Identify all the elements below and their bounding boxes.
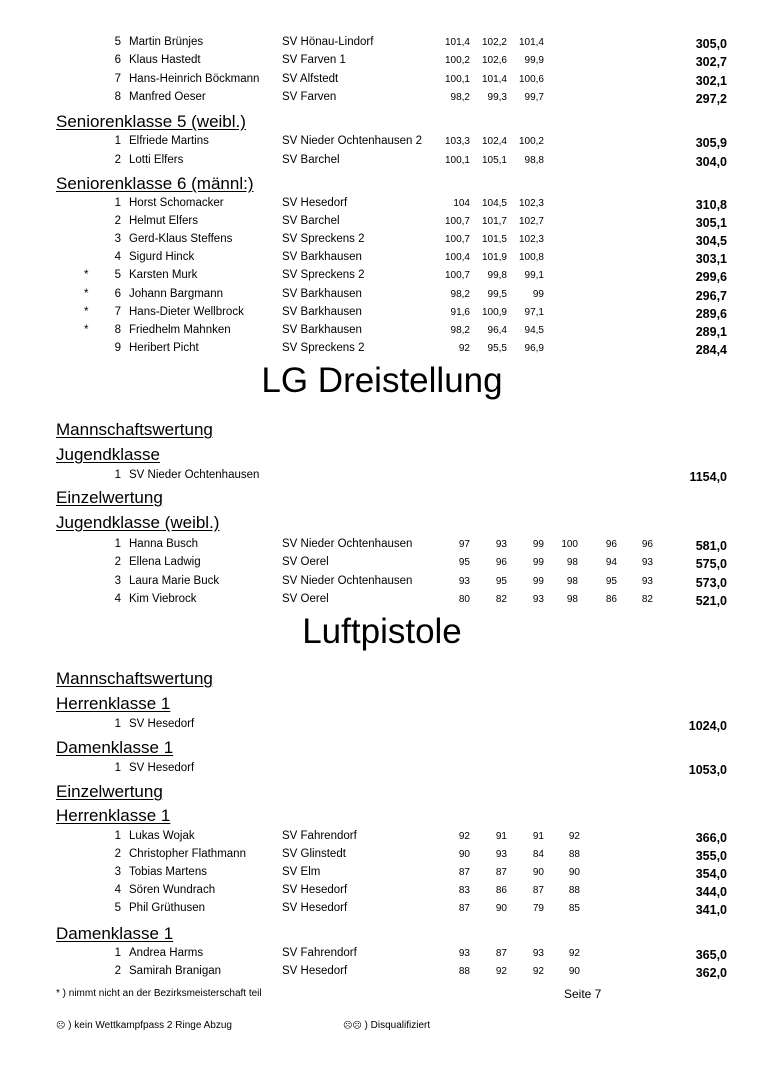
- club-name: SV Hesedorf: [282, 902, 348, 915]
- series-score: 92: [532, 966, 544, 978]
- series-score: 102,3: [518, 234, 544, 246]
- series-score: 100,1: [444, 154, 470, 166]
- total: 355,0: [695, 849, 727, 864]
- discipline-title-lg-dreistellung: LG Dreistellung: [261, 361, 503, 400]
- series-score: 101,4: [481, 73, 507, 85]
- series-score: 94: [605, 557, 617, 569]
- series-score: 79: [532, 903, 544, 915]
- non-participant-marker: *: [84, 269, 89, 282]
- footnote: * ) nimmt nicht an der Bezirksmeisterschaft teil: [56, 988, 262, 999]
- club-name: SV Elm: [282, 866, 321, 879]
- total: 344,0: [695, 885, 727, 900]
- series-score: 101,4: [518, 37, 544, 48]
- rank: 8: [114, 90, 121, 103]
- series-score: 99: [532, 539, 544, 550]
- series-score: 101,7: [481, 216, 507, 228]
- result-row: [0, 215, 764, 233]
- series-score: 99,1: [524, 270, 544, 282]
- series-score: 97: [458, 539, 470, 550]
- shooter-name: Christopher Flathmann: [129, 848, 246, 861]
- shooter-name: Hans-Dieter Wellbrock: [129, 305, 244, 318]
- total: 305,1: [695, 216, 727, 231]
- shooter-name: Phil Grüthusen: [129, 902, 206, 915]
- frown-icon: ☹: [56, 1021, 66, 1031]
- series-score: 92: [495, 966, 507, 978]
- shooter-name: Karsten Murk: [129, 269, 198, 282]
- series-score: 90: [458, 849, 470, 861]
- club-name: SV Nieder Ochtenhausen: [282, 574, 413, 587]
- rank: 5: [114, 902, 121, 915]
- result-row: [0, 884, 764, 902]
- result-row: [0, 593, 764, 611]
- shooter-name: Martin Brünjes: [129, 36, 204, 48]
- shooter-name: Lotti Elfers: [129, 153, 184, 166]
- series-score: 96,4: [487, 324, 507, 336]
- series-score: 101,9: [481, 252, 507, 264]
- rank: 2: [114, 556, 121, 569]
- shooter-name: Horst Schomacker: [129, 197, 224, 209]
- series-score: 101,5: [481, 234, 507, 246]
- rank: 3: [114, 233, 121, 246]
- legend-disqualified: [343, 1020, 430, 1031]
- result-row: [0, 288, 764, 306]
- series-score: 87: [532, 885, 544, 897]
- series-score: 93: [641, 575, 653, 587]
- club-name: SV Oerel: [282, 556, 329, 569]
- series-score: 93: [458, 575, 470, 587]
- heading-damenklasse-1: Damenklasse 1: [56, 924, 174, 943]
- series-score: 88: [568, 849, 580, 861]
- shooter-name: Sören Wundrach: [129, 884, 216, 897]
- result-row: [0, 154, 764, 172]
- shooter-name: Manfred Oeser: [129, 90, 206, 103]
- series-score: 105,1: [481, 154, 507, 166]
- total: 366,0: [695, 831, 727, 845]
- series-score: 103,3: [444, 136, 470, 147]
- series-score: 98,2: [450, 324, 470, 336]
- heading-jugendklasse-weibl: Jugendklasse (weibl.): [56, 513, 220, 532]
- result-row: [0, 575, 764, 593]
- shooter-name: Andrea Harms: [129, 947, 204, 959]
- total: 521,0: [695, 593, 727, 608]
- club-name: SV Oerel: [282, 592, 329, 605]
- series-score: 100,4: [444, 252, 470, 264]
- total: 302,7: [695, 55, 727, 70]
- club-name: SV Farven: [282, 90, 337, 103]
- team-name: SV Hesedorf: [129, 718, 195, 730]
- series-score: 100,1: [444, 73, 470, 85]
- series-score: 95: [458, 557, 470, 569]
- series-score: 90: [568, 966, 580, 978]
- series-score: 100,2: [518, 136, 544, 147]
- legend-no-pass-text: ) kein Wettkampfpass 2 Ringe Abzug: [68, 1020, 232, 1031]
- total: 304,0: [695, 154, 727, 169]
- series-score: 90: [568, 867, 580, 879]
- club-name: SV Hönau-Lindorf: [282, 36, 374, 48]
- series-score: 102,7: [518, 216, 544, 228]
- series-score: 102,4: [481, 136, 507, 147]
- series-score: 100,7: [444, 216, 470, 228]
- rank: 1: [114, 830, 121, 842]
- total: 289,1: [695, 324, 727, 339]
- series-score: 100,6: [518, 73, 544, 85]
- series-score: 93: [458, 948, 470, 959]
- series-score: 92: [568, 831, 580, 842]
- total: 341,0: [695, 903, 727, 918]
- series-score: 95: [605, 575, 617, 587]
- series-score: 92: [568, 948, 580, 959]
- series-score: 101,4: [444, 37, 470, 48]
- rank: 6: [114, 287, 121, 300]
- series-score: 100,8: [518, 252, 544, 264]
- series-score: 99,5: [487, 288, 507, 300]
- series-score: 86: [495, 885, 507, 897]
- club-name: SV Alfstedt: [282, 72, 339, 85]
- series-score: 91: [495, 831, 507, 842]
- series-score: 90: [532, 867, 544, 879]
- series-score: 93: [532, 948, 544, 959]
- club-name: SV Fahrendorf: [282, 830, 357, 842]
- total: 1053,0: [688, 763, 727, 777]
- series-score: 91: [532, 831, 544, 842]
- club-name: SV Spreckens 2: [282, 341, 365, 354]
- series-score: 82: [495, 593, 507, 605]
- series-score: 96: [495, 557, 507, 569]
- rank: 1: [114, 469, 121, 481]
- series-score: 80: [458, 593, 470, 605]
- total: 575,0: [695, 557, 727, 572]
- rank: 4: [114, 251, 121, 264]
- rank: 1: [114, 947, 121, 959]
- total: 1024,0: [688, 719, 727, 733]
- shooter-name: Tobias Martens: [129, 866, 207, 879]
- series-score: 99: [532, 557, 544, 569]
- shooter-name: Elfriede Martins: [129, 135, 209, 147]
- team-name: SV Nieder Ochtenhausen: [129, 469, 260, 481]
- series-score: 102,2: [481, 37, 507, 48]
- total: 310,8: [695, 198, 727, 212]
- shooter-name: Friedhelm Mahnken: [129, 323, 231, 336]
- rank: 2: [114, 215, 121, 228]
- discipline-title-luftpistole: Luftpistole: [302, 612, 462, 651]
- heading-herrenklasse-1: Herrenklasse 1: [56, 694, 171, 713]
- series-score: 84: [532, 849, 544, 861]
- total: 581,0: [695, 539, 727, 553]
- club-name: SV Hesedorf: [282, 884, 348, 897]
- rank: 1: [114, 135, 121, 147]
- series-score: 85: [568, 903, 580, 915]
- series-score: 95: [495, 575, 507, 587]
- result-row: [0, 342, 764, 360]
- result-row: [0, 947, 764, 965]
- result-row: [0, 866, 764, 884]
- series-score: 93: [495, 539, 507, 550]
- series-score: 90: [495, 903, 507, 915]
- shooter-name: Helmut Elfers: [129, 215, 199, 228]
- total: 303,1: [695, 252, 727, 267]
- series-score: 104: [453, 198, 470, 209]
- result-row: [0, 830, 764, 848]
- rank: 2: [114, 153, 121, 166]
- result-row: [0, 73, 764, 91]
- series-score: 99: [532, 575, 544, 587]
- total: 365,0: [695, 948, 727, 962]
- shooter-name: Ellena Ladwig: [129, 556, 201, 569]
- series-score: 91,6: [450, 306, 470, 318]
- team-row: [0, 469, 764, 487]
- club-name: SV Barkhausen: [282, 287, 362, 300]
- result-row: [0, 91, 764, 109]
- heading-einzelwertung: Einzelwertung: [56, 488, 163, 507]
- rank: 7: [114, 305, 121, 318]
- legend-no-pass: [56, 1020, 232, 1031]
- rank: 1: [114, 197, 121, 209]
- shooter-name: Gerd-Klaus Steffens: [129, 233, 233, 246]
- total: 299,6: [695, 270, 727, 285]
- double-frown-icon: ☹☹: [343, 1021, 362, 1031]
- shooter-name: Lukas Wojak: [129, 830, 195, 842]
- series-score: 93: [495, 849, 507, 861]
- series-score: 99,7: [524, 91, 544, 103]
- series-score: 102,6: [481, 55, 507, 67]
- series-score: 83: [458, 885, 470, 897]
- series-score: 97,1: [524, 306, 544, 318]
- result-row: [0, 54, 764, 72]
- series-score: 87: [458, 903, 470, 915]
- total: 354,0: [695, 867, 727, 882]
- club-name: SV Barchel: [282, 153, 340, 166]
- series-score: 98,8: [524, 154, 544, 166]
- legend-disqualified-text: ) Disqualifiziert: [364, 1020, 431, 1031]
- total: 297,2: [695, 91, 727, 106]
- total: 1154,0: [689, 470, 727, 484]
- shooter-name: Hanna Busch: [129, 538, 199, 550]
- club-name: SV Nieder Ochtenhausen 2: [282, 135, 423, 147]
- club-name: SV Spreckens 2: [282, 233, 365, 246]
- total: 296,7: [695, 288, 727, 303]
- team-name: SV Hesedorf: [129, 762, 195, 774]
- series-score: 100,7: [444, 234, 470, 246]
- series-score: 98: [566, 593, 578, 605]
- series-score: 92: [458, 342, 470, 354]
- total: 304,5: [695, 234, 727, 249]
- rank: 4: [114, 884, 121, 897]
- result-row: [0, 902, 764, 920]
- series-score: 99,9: [524, 55, 544, 67]
- total: 302,1: [695, 73, 727, 88]
- club-name: SV Farven 1: [282, 54, 346, 67]
- total: 284,4: [695, 342, 727, 357]
- rank: 2: [114, 965, 121, 978]
- rank: 7: [114, 72, 121, 85]
- series-score: 98,2: [450, 91, 470, 103]
- series-score: 88: [458, 966, 470, 978]
- series-score: 87: [458, 867, 470, 879]
- rank: 9: [114, 341, 121, 354]
- series-score: 87: [495, 948, 507, 959]
- series-score: 96: [641, 539, 653, 550]
- series-score: 99,3: [487, 91, 507, 103]
- section-heading-seniorenklasse-5: Seniorenklasse 5 (weibl.): [56, 112, 246, 131]
- series-score: 102,3: [518, 198, 544, 209]
- result-row: [0, 251, 764, 269]
- series-score: 93: [641, 557, 653, 569]
- shooter-name: Klaus Hastedt: [129, 54, 201, 67]
- club-name: SV Hesedorf: [282, 197, 348, 209]
- rank: 1: [114, 762, 121, 774]
- series-score: 98: [566, 575, 578, 587]
- rank: 5: [114, 269, 121, 282]
- team-row: [0, 762, 764, 780]
- result-row: [0, 36, 764, 54]
- club-name: SV Barkhausen: [282, 305, 362, 318]
- club-name: SV Barchel: [282, 215, 340, 228]
- series-score: 95,5: [487, 342, 507, 354]
- series-score: 86: [605, 593, 617, 605]
- shooter-name: Sigurd Hinck: [129, 251, 195, 264]
- series-score: 87: [495, 867, 507, 879]
- series-score: 100,7: [444, 270, 470, 282]
- result-row: [0, 135, 764, 153]
- total: 305,9: [695, 136, 727, 150]
- rank: 4: [114, 592, 121, 605]
- result-row: [0, 848, 764, 866]
- club-name: SV Barkhausen: [282, 251, 362, 264]
- shooter-name: Johann Bargmann: [129, 287, 223, 300]
- total: 362,0: [695, 966, 727, 981]
- rank: 3: [114, 574, 121, 587]
- shooter-name: Heribert Picht: [129, 341, 199, 354]
- rank: 1: [114, 718, 121, 730]
- series-score: 88: [568, 885, 580, 897]
- rank: 5: [114, 36, 121, 48]
- section-heading-seniorenklasse-6: Seniorenklasse 6 (männl:): [56, 174, 254, 193]
- series-score: 92: [458, 831, 470, 842]
- result-row: [0, 306, 764, 324]
- series-score: 94,5: [524, 324, 544, 336]
- total: 573,0: [695, 575, 727, 590]
- rank: 1: [114, 538, 121, 550]
- shooter-name: Hans-Heinrich Böckmann: [129, 72, 260, 85]
- total: 305,0: [695, 37, 727, 51]
- page-number: Seite 7: [564, 987, 602, 1001]
- team-row: [0, 718, 764, 736]
- shooter-name: Laura Marie Buck: [129, 574, 220, 587]
- rank: 6: [114, 54, 121, 67]
- series-score: 100,2: [444, 55, 470, 67]
- club-name: SV Nieder Ochtenhausen: [282, 538, 413, 550]
- series-score: 100: [561, 539, 578, 550]
- rank: 3: [114, 866, 121, 879]
- non-participant-marker: *: [84, 323, 89, 336]
- result-row: [0, 965, 764, 983]
- heading-einzelwertung: Einzelwertung: [56, 782, 163, 801]
- series-score: 104,5: [481, 198, 507, 209]
- heading-mannschaftswertung: Mannschaftswertung: [56, 420, 213, 439]
- rank: 2: [114, 848, 121, 861]
- result-row: [0, 269, 764, 287]
- shooter-name: Samirah Branigan: [129, 965, 222, 978]
- heading-jugendklasse: Jugendklasse: [56, 445, 160, 464]
- non-participant-marker: *: [84, 305, 89, 318]
- club-name: SV Barkhausen: [282, 323, 362, 336]
- club-name: SV Glinstedt: [282, 848, 346, 861]
- heading-herrenklasse-1: Herrenklasse 1: [56, 806, 171, 825]
- series-score: 100,9: [481, 306, 507, 318]
- club-name: SV Hesedorf: [282, 965, 348, 978]
- result-row: [0, 233, 764, 251]
- series-score: 98: [566, 557, 578, 569]
- series-score: 98,2: [450, 288, 470, 300]
- series-score: 99,8: [487, 270, 507, 282]
- shooter-name: Kim Viebrock: [129, 592, 197, 605]
- series-score: 96: [605, 539, 617, 550]
- series-score: 93: [532, 593, 544, 605]
- club-name: SV Spreckens 2: [282, 269, 365, 282]
- non-participant-marker: *: [84, 287, 89, 300]
- series-score: 99: [532, 288, 544, 300]
- heading-damenklasse-1: Damenklasse 1: [56, 738, 174, 757]
- result-row: [0, 556, 764, 574]
- result-row: [0, 324, 764, 342]
- club-name: SV Fahrendorf: [282, 947, 357, 959]
- total: 289,6: [695, 306, 727, 321]
- series-score: 96,9: [524, 342, 544, 354]
- heading-mannschaftswertung: Mannschaftswertung: [56, 669, 213, 688]
- result-row: [0, 197, 764, 215]
- rank: 8: [114, 323, 121, 336]
- result-row: [0, 538, 764, 556]
- series-score: 82: [641, 593, 653, 605]
